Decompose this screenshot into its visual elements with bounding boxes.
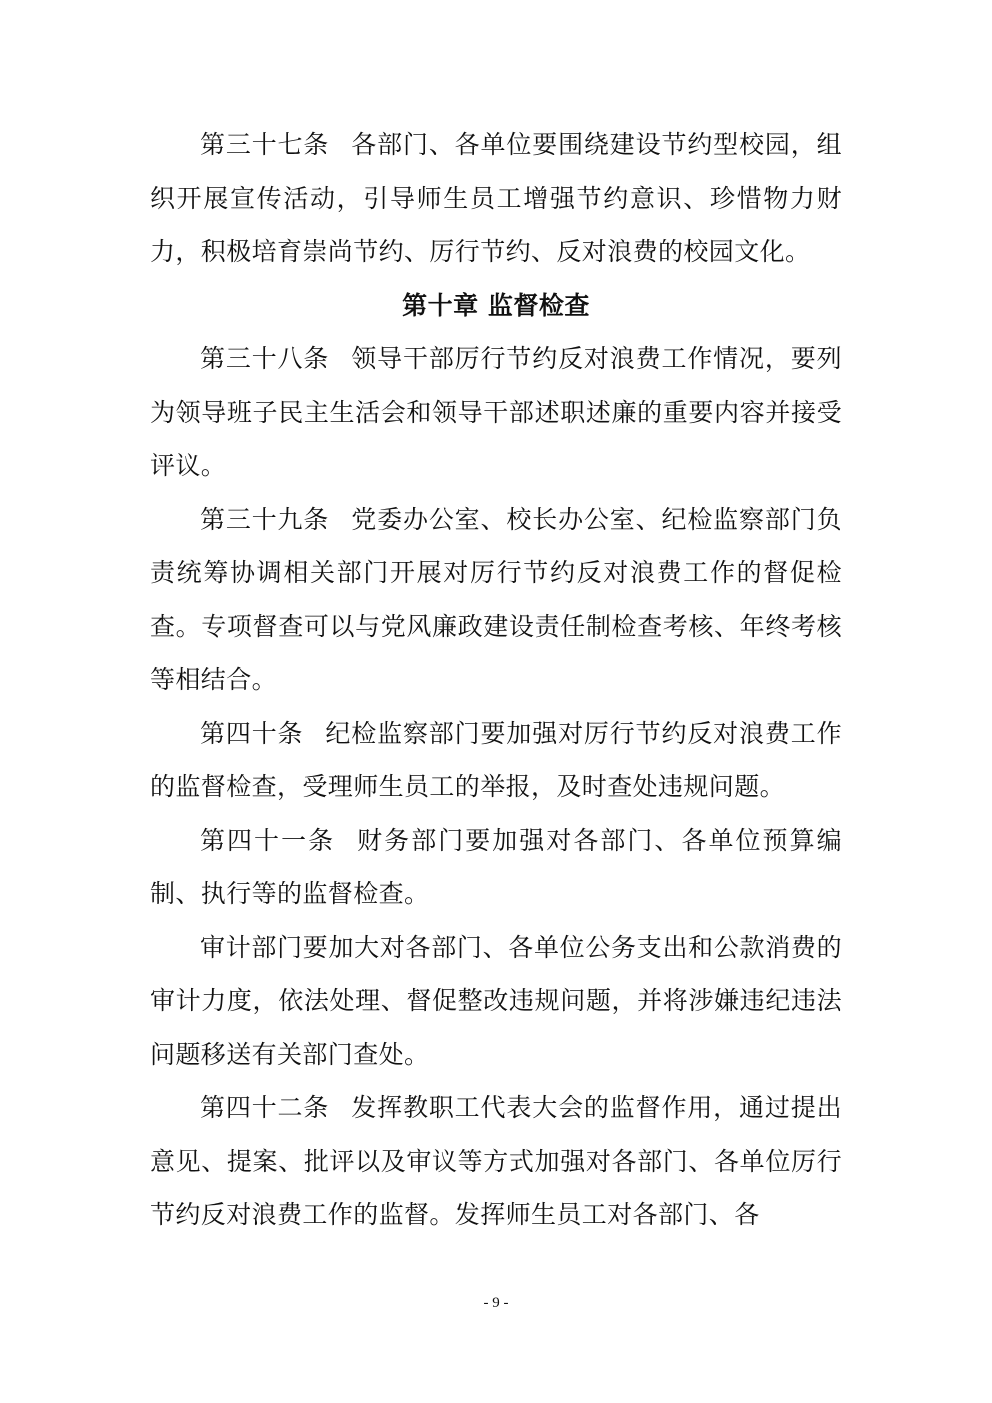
chapter-title: 第十章 监督检查 xyxy=(402,290,590,320)
document-body xyxy=(150,118,842,1242)
article-label: 第三十八条 xyxy=(200,344,330,373)
article-41-continued xyxy=(150,921,842,1082)
article-text: 财务部门要加强对各部门、各单位预算编制、执行等的监督检查。 xyxy=(150,825,842,908)
article-label: 第四十一条 xyxy=(200,825,336,855)
article-text: 审计部门要加大对各部门、各单位公务支出和公款消费的审计力度，依法处理、督促整改违规问题，并将涉嫌违纪违法问题移送有关部门查处。 xyxy=(150,932,842,1069)
article-text: 发挥教职工代表大会的监督作用，通过提出意见、提案、批评以及审议等方式加强对各部门、各单位厉行节约反对浪费工作的监督。发挥师生员工对各部门、各 xyxy=(150,1093,842,1229)
article-41 xyxy=(150,814,842,921)
article-text: 各部门、各单位要围绕建设节约型校园，组织开展宣传活动，引导师生员工增强节约意识、珍惜物力财力，积极培育崇尚节约、厉行节约、反对浪费的校园文化。 xyxy=(150,130,842,266)
article-37 xyxy=(150,118,842,279)
page-number: - 9 - xyxy=(483,1295,509,1311)
article-text: 纪检监察部门要加强对厉行节约反对浪费工作的监督检查，受理师生员工的举报，及时查处违规问题。 xyxy=(150,718,842,801)
article-42 xyxy=(150,1081,842,1242)
article-text: 党委办公室、校长办公室、纪检监察部门负责统筹协调相关部门开展对厉行节约反对浪费工作的督促检查。专项督查可以与党风廉政建设责任制检查考核、年终考核等相结合。 xyxy=(150,504,842,694)
article-label: 第三十九条 xyxy=(200,504,330,534)
article-label: 第三十七条 xyxy=(200,130,330,159)
article-label: 第四十条 xyxy=(200,718,304,748)
article-label: 第四十二条 xyxy=(200,1093,330,1122)
article-40 xyxy=(150,707,842,814)
article-text: 领导干部厉行节约反对浪费工作情况，要列为领导班子民主生活会和领导干部述职述廉的重要内容并接受评议。 xyxy=(150,344,842,480)
article-38 xyxy=(150,332,842,493)
article-39 xyxy=(150,493,842,707)
